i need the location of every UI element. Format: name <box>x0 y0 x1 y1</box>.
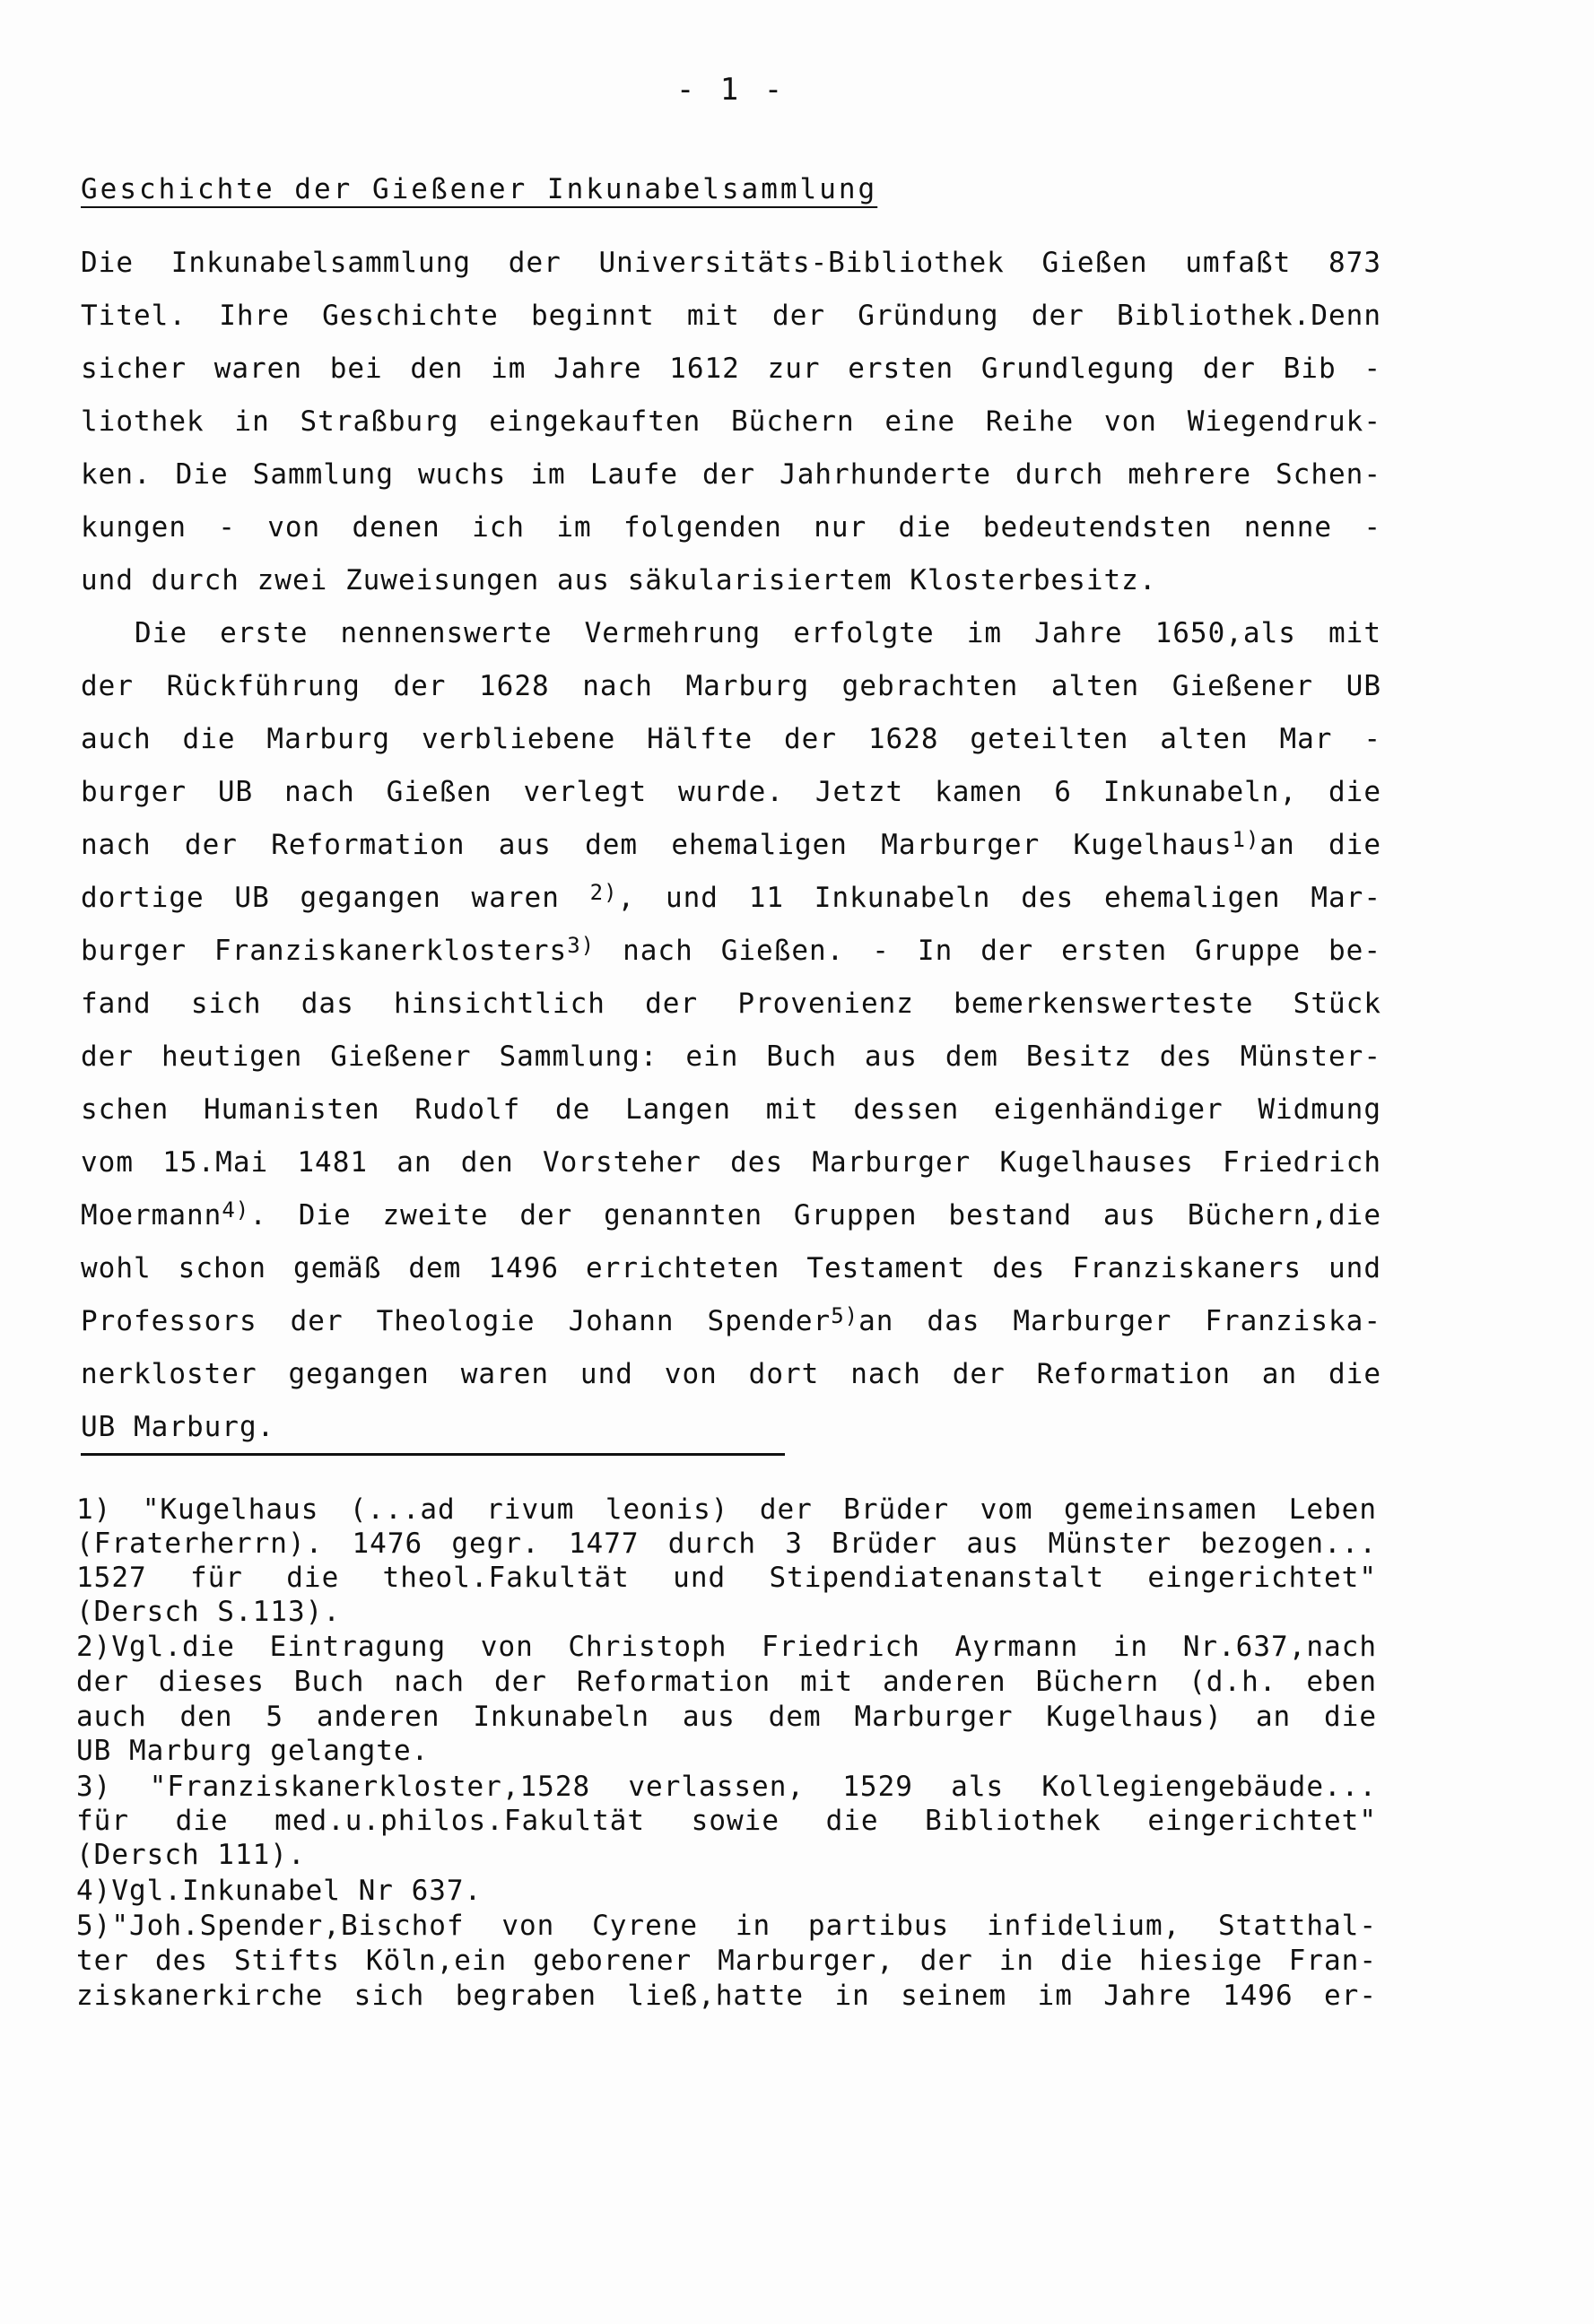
footnote-line: 4)Vgl.Inkunabel Nr 637. <box>76 1875 483 1907</box>
body-line: UB Marburg. <box>81 1411 275 1443</box>
body-line: nerkloster gegangen waren und von dort nach der Reformation an die <box>81 1358 1381 1390</box>
body-line: schen Humanisten Rudolf de Langen mit dessen eigenhändiger Widmung <box>81 1093 1381 1126</box>
footnote-ref-4: 4) <box>222 1197 250 1223</box>
section-heading: Geschichte der Gießener Inkunabelsammlung <box>81 173 878 205</box>
body-line: Die erste nennenswerte Vermehrung erfolgte im Jahre 1650,als mit <box>135 617 1381 649</box>
footnote-line: 1527 für die theol.Fakultät und Stipendiatenanstalt eingerichtet" <box>76 1562 1377 1594</box>
footnote-line: (Fraterherrn). 1476 gegr. 1477 durch 3 Brüder aus Münster bezogen... <box>76 1528 1377 1560</box>
body-line: ken. Die Sammlung wuchs im Laufe der Jahrhunderte durch mehrere Schen- <box>81 458 1381 491</box>
footnote-line: ter des Stifts Köln,ein geborener Marburger, der in die hiesige Fran- <box>76 1945 1377 1977</box>
body-line: fand sich das hinsichtlich der Provenienz bemerkenswerteste Stück <box>81 988 1381 1020</box>
body-line <box>81 1199 1381 1232</box>
body-text-span: nach Gießen. - In der ersten Gruppe be- <box>595 935 1382 967</box>
footnote-line: ziskanerkirche sich begraben ließ,hatte in seinem im Jahre 1496 er- <box>76 1980 1377 2012</box>
body-text-span: an die <box>1259 829 1382 861</box>
footnote-line: (Dersch S.113). <box>76 1596 341 1628</box>
body-line <box>81 1305 1381 1337</box>
footnote-ref-1: 1) <box>1232 827 1260 852</box>
footnote-line: UB Marburg gelangte. <box>76 1735 430 1767</box>
footnote-line: der dieses Buch nach der Reformation mit anderen Büchern (d.h. eben <box>76 1666 1377 1698</box>
footnote-line: für die med.u.philos.Fakultät sowie die Bibliothek eingerichtet" <box>76 1805 1377 1837</box>
body-line: Titel. Ihre Geschichte beginnt mit der Gründung der Bibliothek.Denn <box>81 300 1381 332</box>
body-line <box>81 882 1381 914</box>
footnote-line: auch den 5 anderen Inkunabeln aus dem Marburger Kugelhaus) an die <box>76 1701 1377 1733</box>
body-line: kungen - von denen ich im folgenden nur die bedeutendsten nenne - <box>81 511 1381 544</box>
body-line: sicher waren bei den im Jahre 1612 zur ersten Grundlegung der Bib - <box>81 353 1381 385</box>
footnote-ref-3: 3) <box>567 933 596 958</box>
body-line: vom 15.Mai 1481 an den Vorsteher des Marburger Kugelhauses Friedrich <box>81 1146 1381 1179</box>
footnote-ref-5: 5) <box>831 1303 859 1328</box>
footnote-line: 2)Vgl.die Eintragung von Christoph Friedrich Ayrmann in Nr.637,nach <box>76 1631 1377 1663</box>
body-text-span: nach der Reformation aus dem ehemaligen Marburger Kugelhaus <box>81 829 1233 861</box>
footnote-line: 3) "Franziskanerkloster,1528 verlassen, 1529 als Kollegiengebäude... <box>76 1771 1377 1803</box>
body-line <box>81 935 1381 967</box>
body-text-span: burger Franziskanerklosters <box>81 935 568 967</box>
body-line: wohl schon gemäß dem 1496 errichteten Testament des Franziskaners und <box>81 1252 1381 1284</box>
body-line: auch die Marburg verbliebene Hälfte der 1628 geteilten alten Mar - <box>81 723 1381 755</box>
body-text-span: Moermann <box>81 1199 222 1232</box>
body-line: Die Inkunabelsammlung der Universitäts-Bibliothek Gießen umfaßt 873 <box>81 247 1381 279</box>
page-number: - 1 - <box>675 72 787 108</box>
footnote-ref-2: 2) <box>589 880 618 905</box>
body-line: der heutigen Gießener Sammlung: ein Buch aus dem Besitz des Münster- <box>81 1040 1381 1073</box>
body-line: der Rückführung der 1628 nach Marburg gebrachten alten Gießener UB <box>81 670 1381 702</box>
body-line: burger UB nach Gießen verlegt wurde. Jetzt kamen 6 Inkunabeln, die <box>81 776 1381 808</box>
body-text-span: an das Marburger Franziska- <box>858 1305 1381 1337</box>
body-text-span: dortige UB gegangen waren <box>81 882 590 914</box>
footnote-line: 5)"Joh.Spender,Bischof von Cyrene in partibus infidelium, Statthal- <box>76 1910 1377 1942</box>
footnote-line: 1) "Kugelhaus (...ad rivum leonis) der Brüder vom gemeinsamen Leben <box>76 1493 1377 1526</box>
footnote-separator <box>81 1453 785 1456</box>
body-line <box>81 829 1381 861</box>
body-text-span: . Die zweite der genannten Gruppen bestand aus Büchern,die <box>249 1199 1381 1232</box>
body-line: und durch zwei Zuweisungen aus säkularisiertem Klosterbesitz. <box>81 564 1157 596</box>
body-text-span: Professors der Theologie Johann Spender <box>81 1305 832 1337</box>
body-line: liothek in Straßburg eingekauften Büchern eine Reihe von Wiegendruk- <box>81 405 1381 438</box>
footnote-line: (Dersch 111). <box>76 1839 306 1871</box>
body-text-span: , und 11 Inkunabeln des ehemaligen Mar- <box>617 882 1381 914</box>
